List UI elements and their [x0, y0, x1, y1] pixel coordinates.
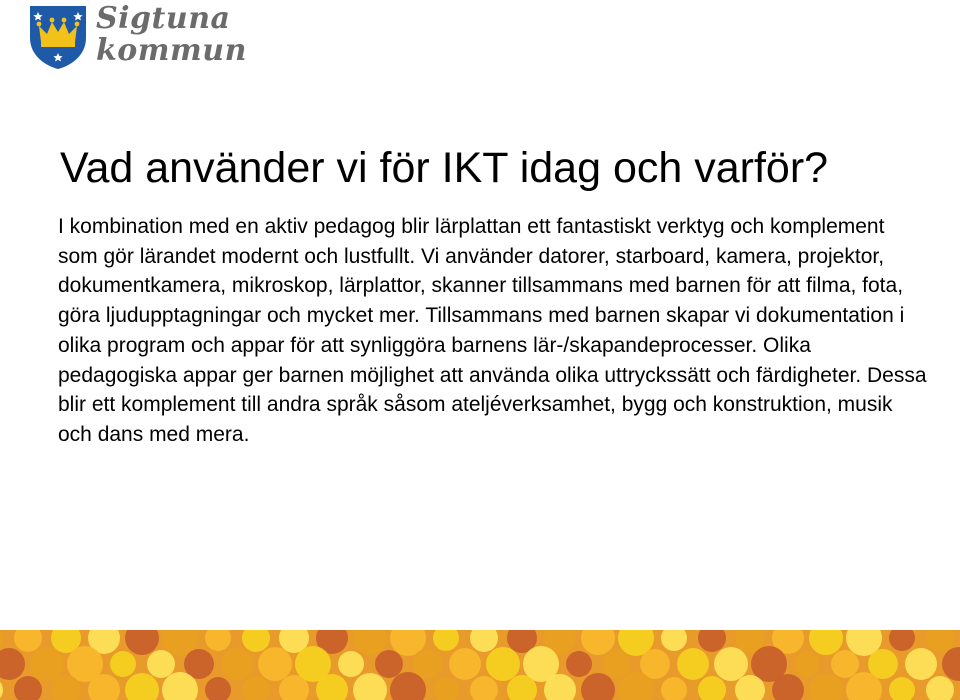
sigtuna-kommun-logo — [28, 1, 247, 70]
band-dot — [258, 647, 292, 681]
band-dot — [375, 650, 403, 678]
crown-shield-icon — [28, 4, 88, 70]
decorative-dot-band — [0, 630, 960, 700]
band-dot — [566, 651, 592, 677]
band-dot — [486, 647, 520, 681]
band-dot — [905, 648, 937, 680]
logo-line-2: kommun — [96, 33, 247, 68]
band-dot — [449, 648, 481, 680]
band-dot — [147, 650, 175, 678]
band-dot — [110, 651, 136, 677]
band-dot — [831, 650, 859, 678]
slide-body-text: I kombination med en aktiv pedagog blir lärplattan ett fantastiskt verktyg och komplement som gör lärandet modernt och lustfullt. Vi använder datorer, starboard, kamera, projektor, dokumentkamera, mikroskop, lärplattor, skanner tillsammans med barnen för att filma, fota, göra ljudupptagningar och mycket mer. Tillsammans med barnen skapar vi dokumentation i olika program och appar för att synliggöra barnens lär-/skapandeprocesser. Olika pedagogiska appar ger barnen möjlighet att använda olika uttryckssätt och färdigheter. Dessa blir ett komplement till andra språk såsom ateljéverksamhet, bygg och konstruktion, musik och dans med mera. — [58, 215, 927, 446]
band-dot — [30, 647, 64, 681]
band-dot — [221, 648, 253, 680]
band-dot — [603, 650, 631, 678]
logo-line-1: Sigtuna — [96, 1, 231, 36]
logo-wordmark — [96, 1, 247, 68]
band-dot — [338, 651, 364, 677]
band-dot — [714, 647, 748, 681]
slide-title: Vad använder vi för IKT idag och varför? — [60, 144, 829, 192]
band-dot — [677, 648, 709, 680]
band-dot — [794, 651, 820, 677]
